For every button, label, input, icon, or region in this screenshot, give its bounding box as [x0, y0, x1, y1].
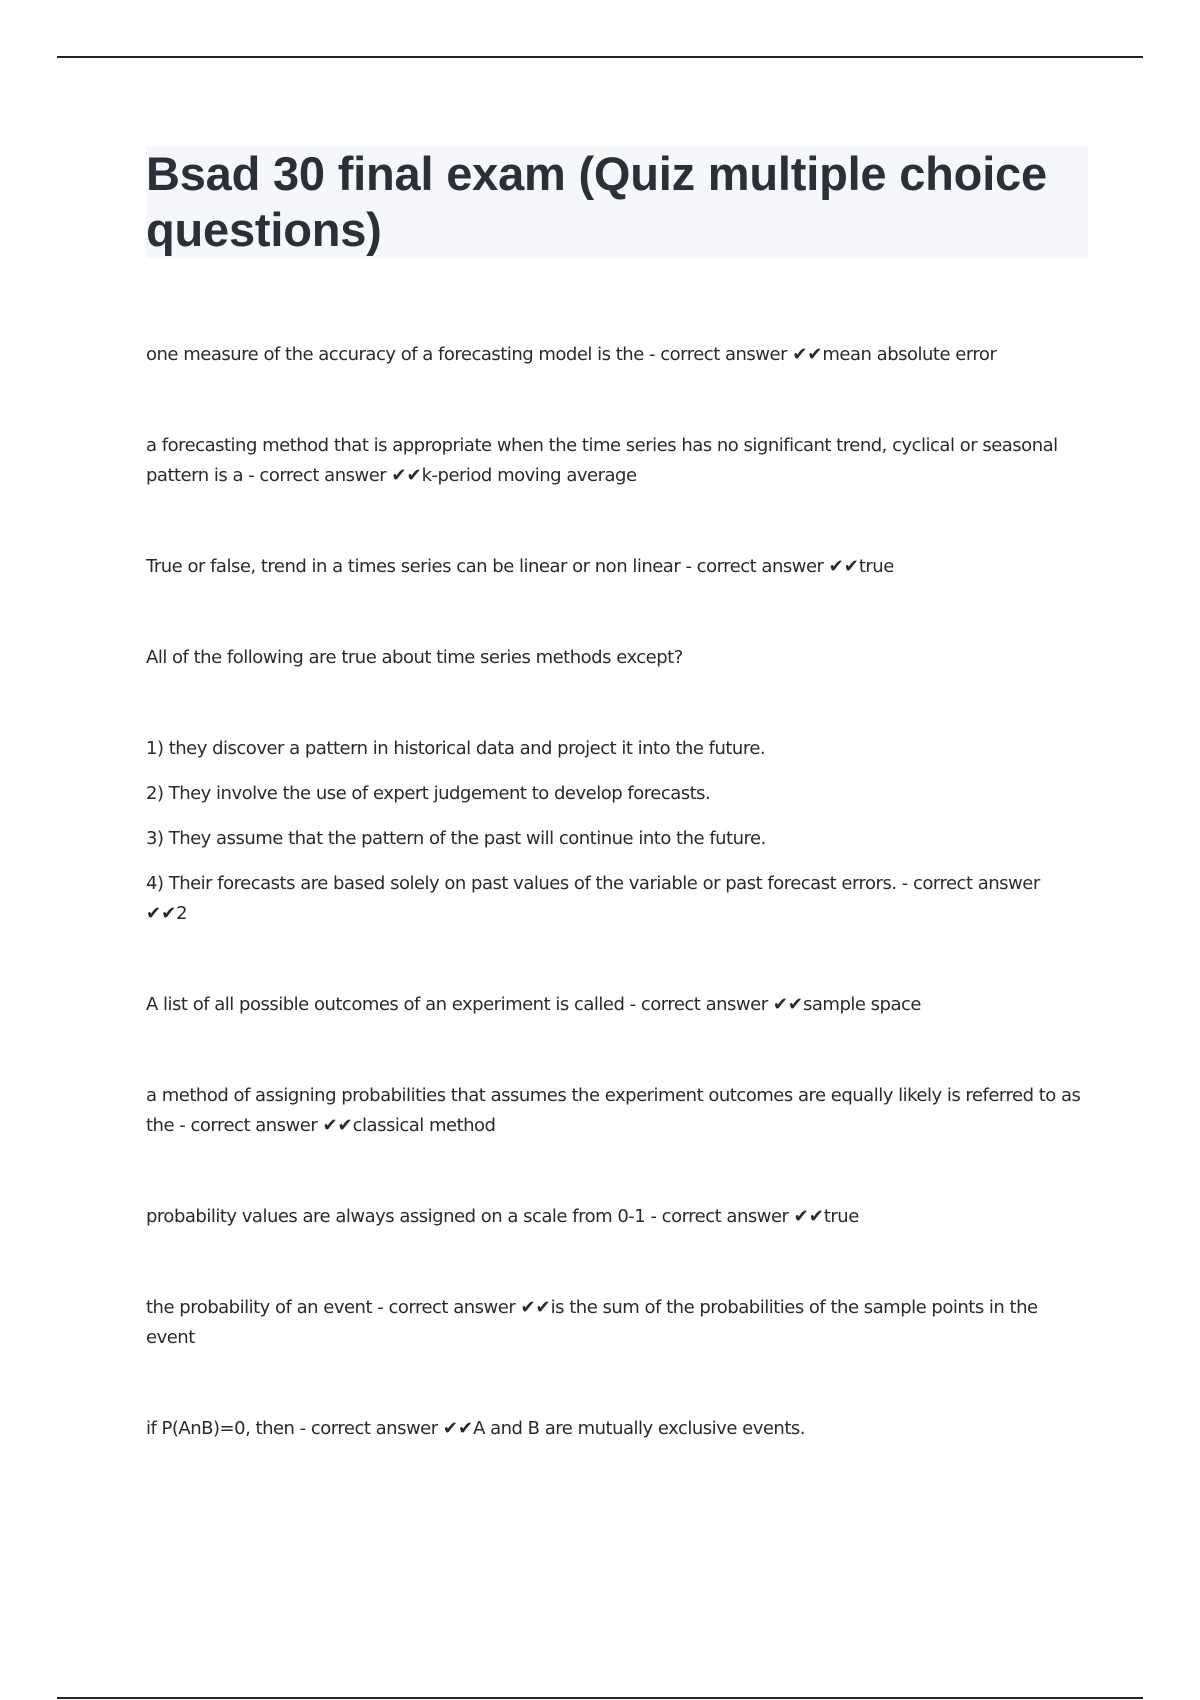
qa-item-5: [146, 990, 1086, 1020]
answer-text: A and B are mutually exclusive events.: [473, 1418, 805, 1439]
qa-item-7: [146, 1202, 1086, 1232]
checkmark-icon: ✔✔: [442, 1418, 474, 1439]
bottom-rule: [57, 1697, 1143, 1699]
answer-text: 2: [176, 903, 188, 924]
multi-question-options: [146, 734, 1086, 929]
document-title: Bsad 30 final exam (Quiz multiple choice questions): [146, 147, 1047, 256]
answer-text: true: [858, 556, 894, 577]
checkmark-icon: ✔✔: [146, 903, 177, 924]
option-1: 1) they discover a pattern in historical data and project it into the future.: [146, 738, 766, 759]
document-body: [146, 340, 1086, 1505]
question-text: if P(AnB)=0, then - correct answer: [146, 1418, 443, 1439]
answer-text: true: [823, 1206, 859, 1227]
question-text: the probability of an event - correct answer: [146, 1297, 521, 1318]
question-text: True or false, trend in a times series can be linear or non linear - correct answer: [146, 556, 829, 577]
qa-item-2: [146, 431, 1086, 491]
option-4-text: 4) Their forecasts are based solely on past values of the variable or past forecast errors. - correct answer: [146, 873, 1040, 894]
multi-question-stem: All of the following are true about time series methods except?: [146, 647, 683, 668]
option-2: 2) They involve the use of expert judgement to develop forecasts.: [146, 783, 711, 804]
qa-item-1: [146, 340, 1086, 370]
checkmark-icon: ✔✔: [772, 994, 803, 1015]
answer-text: k-period moving average: [421, 465, 637, 486]
checkmark-icon: ✔✔: [322, 1115, 353, 1136]
answer-text: mean absolute error: [822, 344, 997, 365]
qa-item-3: [146, 552, 1086, 582]
checkmark-icon: ✔✔: [828, 556, 859, 577]
answer-text: is the sum of the probabilities of the sample points in the event: [146, 1297, 1038, 1348]
answer-text: sample space: [803, 994, 921, 1015]
question-text: probability values are always assigned on a scale from 0-1 - correct answer: [146, 1206, 794, 1227]
top-rule: [57, 56, 1143, 58]
question-text: one measure of the accuracy of a forecasting model is the - correct answer: [146, 344, 793, 365]
answer-text: classical method: [352, 1115, 496, 1136]
title-box: [146, 146, 1088, 258]
option-4: [146, 869, 1086, 929]
question-text: a method of assigning probabilities that assumes the experiment outcomes are equally likely is referred to as the - correct answer: [146, 1085, 1081, 1136]
qa-item-8: [146, 1293, 1086, 1353]
checkmark-icon: ✔✔: [792, 344, 823, 365]
question-text: a forecasting method that is appropriate when the time series has no significant trend, cyclical or seasonal pattern is a - correct answer: [146, 435, 1058, 486]
checkmark-icon: ✔✔: [793, 1206, 824, 1227]
qa-item-9: [146, 1414, 1086, 1444]
checkmark-icon: ✔✔: [391, 465, 422, 486]
option-3: 3) They assume that the pattern of the past will continue into the future.: [146, 828, 766, 849]
qa-item-6: [146, 1081, 1086, 1141]
question-text: A list of all possible outcomes of an experiment is called - correct answer: [146, 994, 773, 1015]
checkmark-icon: ✔✔: [520, 1297, 551, 1318]
